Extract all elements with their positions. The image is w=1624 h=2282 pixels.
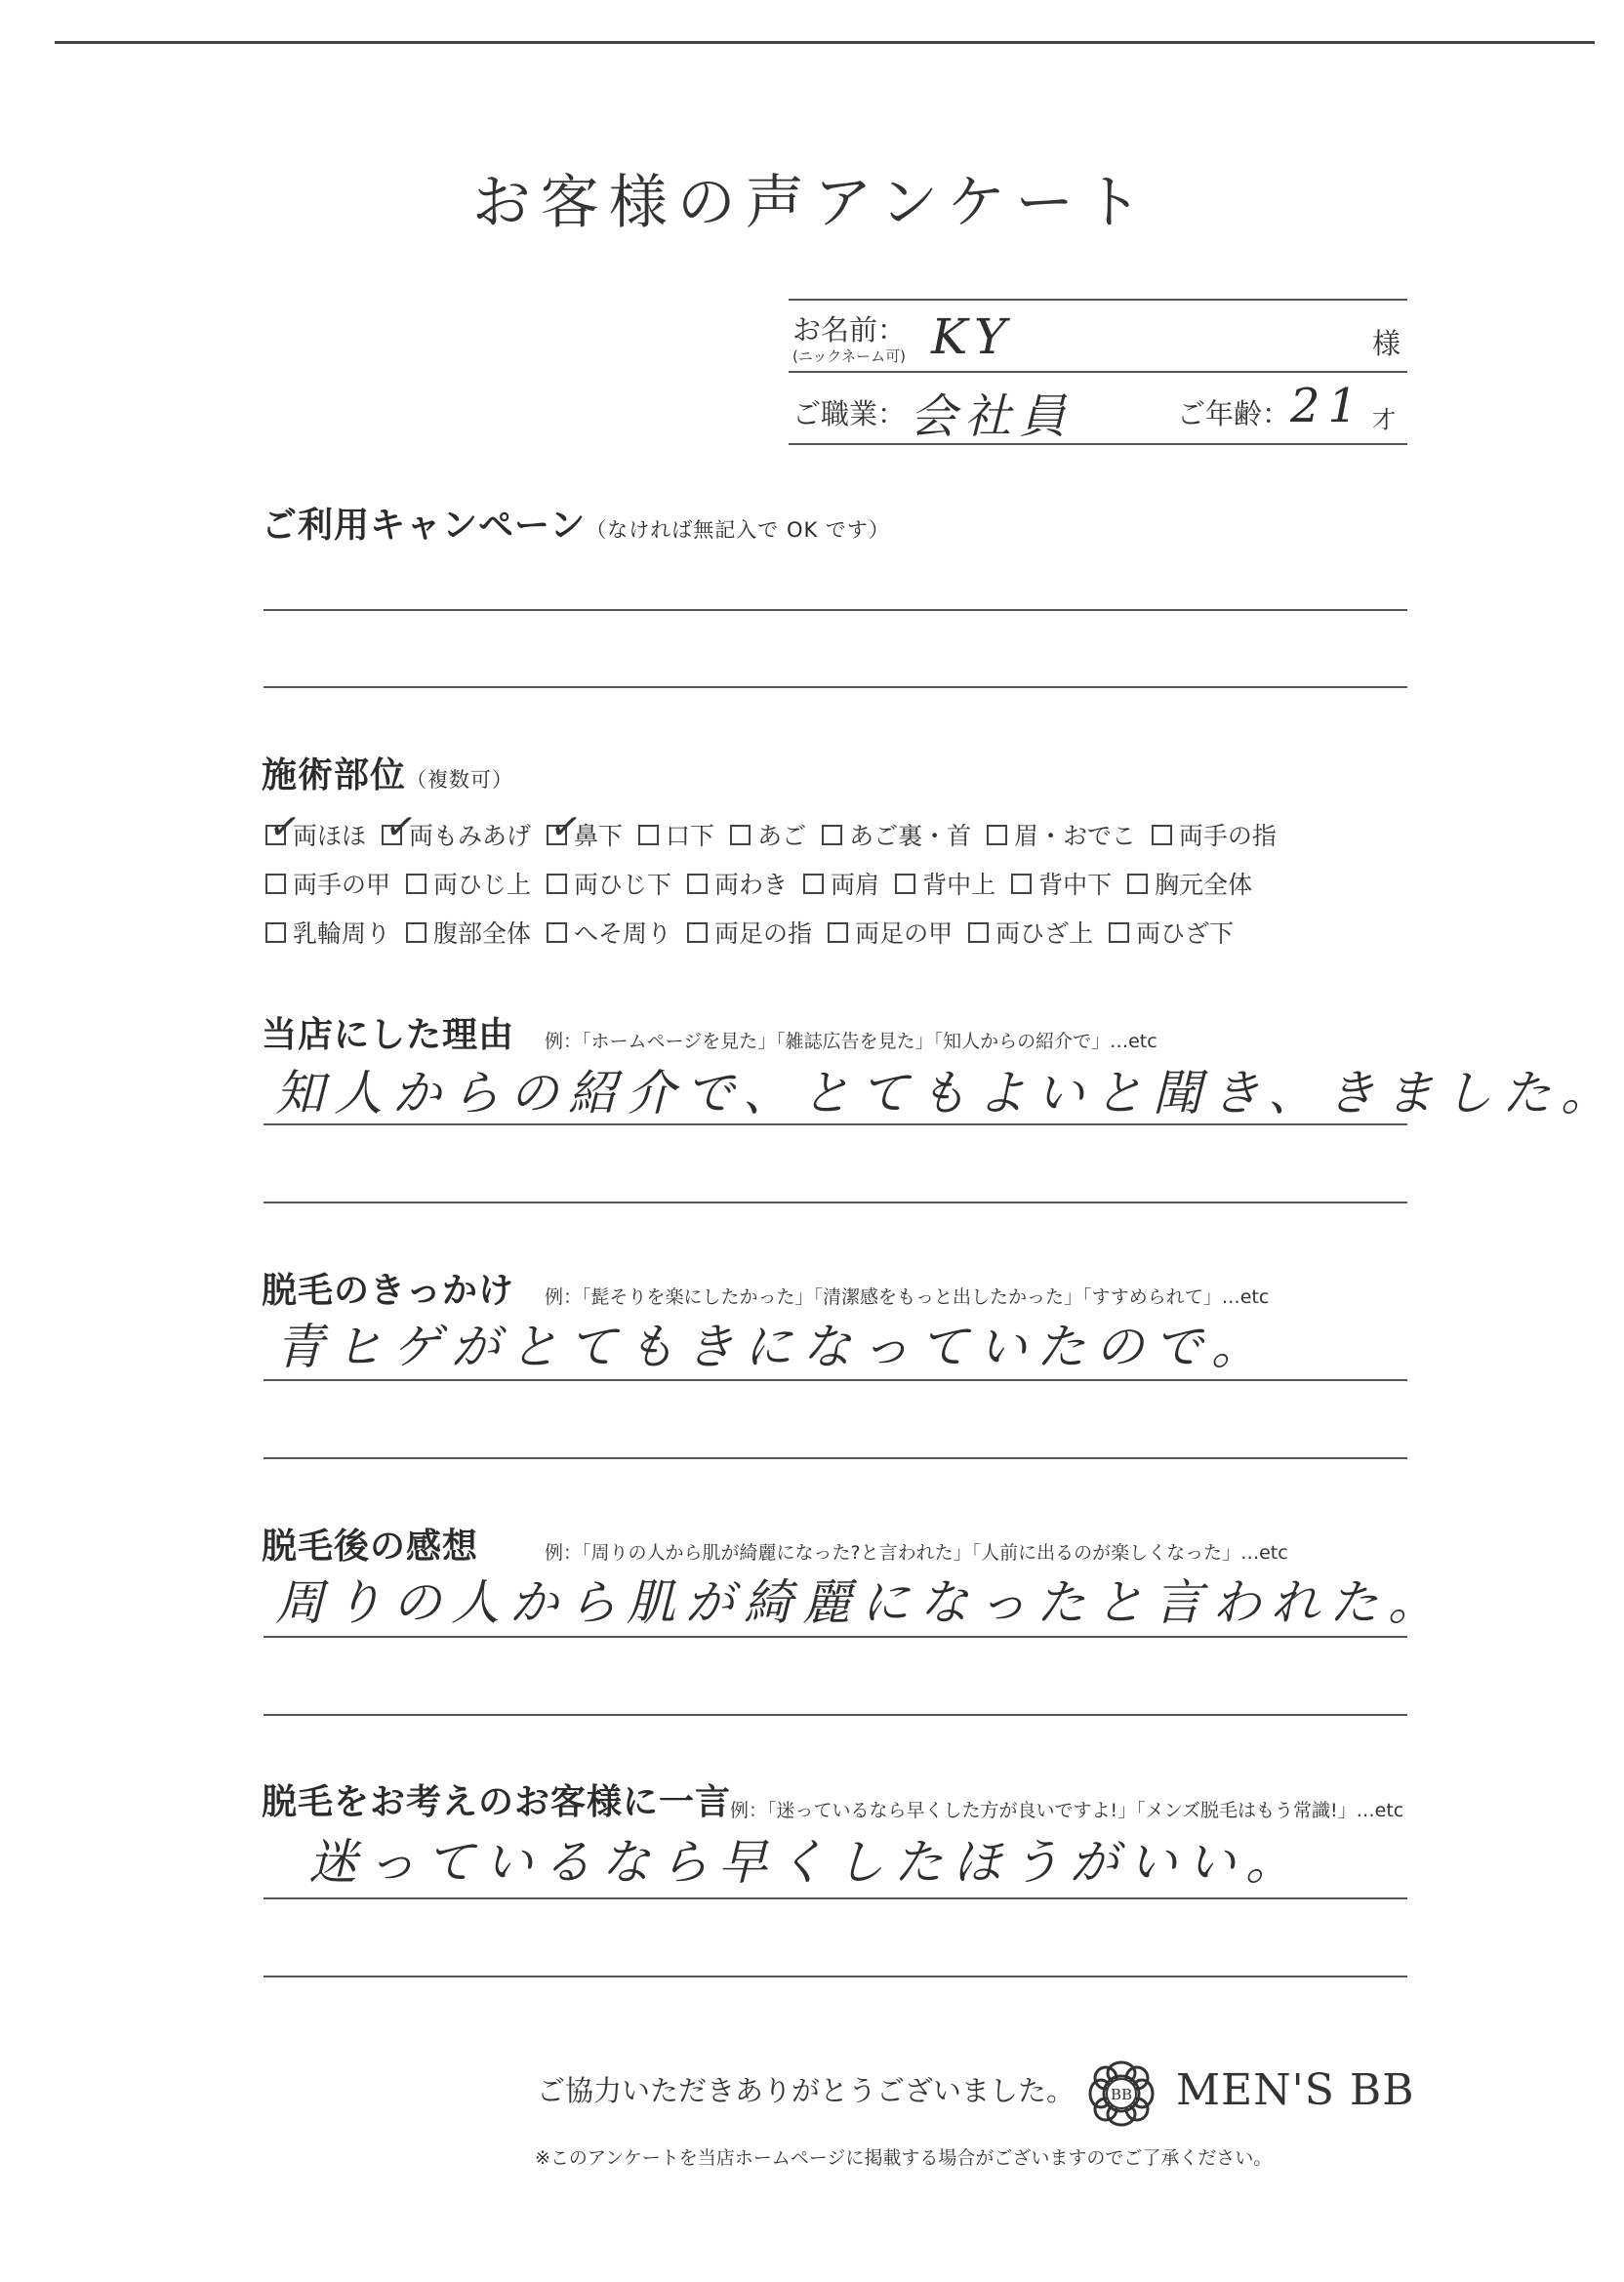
area-label: 腹部全体 (433, 919, 532, 948)
areas-heading-text: 施術部位 (262, 755, 407, 795)
message-line-2 (264, 1976, 1407, 1977)
area-label: 両わき (714, 871, 789, 899)
job-label: ご職業： (792, 397, 907, 430)
checkbox[interactable] (406, 874, 426, 894)
campaign-line-1 (264, 609, 1407, 611)
area-option-shoulders[interactable] (803, 866, 879, 901)
info-bottom-line (789, 443, 1407, 445)
job-value: 会社員 (910, 389, 1075, 444)
area-option-chin[interactable] (730, 817, 806, 852)
checkbox[interactable] (687, 922, 708, 943)
area-option-back-of-hands[interactable] (265, 866, 390, 901)
area-label: 鼻下 (574, 822, 624, 850)
trigger-line-1 (264, 1379, 1407, 1381)
area-label: へそ周り (574, 919, 672, 948)
area-option-sideburns[interactable] (382, 802, 532, 852)
checkmark-icon: ✓ (548, 802, 585, 850)
campaign-line-2 (264, 686, 1407, 688)
reason-answer: 知人からの紹介で、とてもよいと聞き、きました。 (275, 1065, 1619, 1121)
area-option-lower-back[interactable] (1011, 866, 1112, 901)
name-label: お名前： (792, 313, 907, 346)
checkbox[interactable] (382, 802, 420, 850)
customer-info-box (789, 299, 1407, 445)
checkmark-icon: ✓ (266, 802, 304, 850)
message-heading: 脱毛をお考えのお客様に一言 (262, 1782, 732, 1822)
logo-initials: BB (1110, 2086, 1133, 2103)
checkbox[interactable] (1011, 874, 1032, 894)
campaign-note: （なければ無記入で OK です） (586, 518, 890, 542)
area-label: 両肩 (831, 871, 880, 899)
impression-example-note: 例：「周りの人から肌が綺麗になった?と言われた」「人前に出るのが楽しくなった」…etc (545, 1542, 1288, 1564)
checkbox[interactable] (547, 874, 567, 894)
area-option-underarms[interactable] (687, 866, 788, 901)
top-border-line (55, 41, 1595, 44)
trigger-line-2 (264, 1457, 1407, 1459)
area-option-upper-lip[interactable] (547, 802, 624, 852)
survey-title: お客様の声アンケート (471, 169, 1153, 237)
treatment-area-checklist (265, 802, 1417, 957)
impression-line-2 (264, 1714, 1407, 1716)
area-option-top-of-feet[interactable] (828, 915, 953, 950)
campaign-heading-text: ご利用キャンペーン (262, 506, 587, 546)
area-label: 乳輪周り (293, 919, 391, 948)
area-option-forearms[interactable] (547, 866, 671, 901)
area-label: 両足の指 (714, 919, 813, 948)
area-option-under-chin-neck[interactable] (822, 817, 971, 852)
checkbox[interactable] (822, 825, 842, 845)
message-example-note: 例：「迷っているなら早くした方が良いですよ!」「メンズ脱毛はもう常識!」…etc (730, 1800, 1404, 1821)
checkbox[interactable] (1109, 922, 1129, 943)
area-option-navel[interactable] (547, 915, 671, 950)
area-label: 両足の甲 (855, 919, 954, 948)
checkbox[interactable] (730, 825, 751, 845)
checkbox[interactable] (638, 825, 659, 845)
checkbox[interactable] (1152, 825, 1172, 845)
trigger-heading: 脱毛のきっかけ (262, 1271, 515, 1311)
area-option-cheeks[interactable] (265, 802, 367, 852)
age-label: ご年齢： (1177, 397, 1291, 430)
trigger-example-note: 例：「髭そりを楽にしたかった」「清潔感をもっと出したかった」「すすめられて」…etc (545, 1286, 1270, 1308)
area-option-brow-forehead[interactable] (987, 817, 1136, 852)
area-label: 両ひじ下 (574, 871, 672, 899)
area-option-below-knees[interactable] (1109, 915, 1234, 950)
checkbox[interactable] (265, 922, 286, 943)
checkbox[interactable] (987, 825, 1007, 845)
reason-line-2 (264, 1202, 1407, 1203)
checkbox[interactable] (547, 922, 567, 943)
checkbox[interactable] (828, 922, 848, 943)
info-top-line (789, 299, 1407, 301)
checklist-row-3 (265, 908, 1417, 957)
checklist-row-2 (265, 859, 1417, 908)
checkbox[interactable] (687, 874, 708, 894)
age-suffix: 才 (1372, 406, 1396, 433)
area-label: あご (757, 822, 807, 850)
thanks-message: ご協力いただきありがとうございました。 (537, 2074, 1076, 2107)
checkbox[interactable] (406, 922, 426, 943)
impression-line-1 (264, 1636, 1407, 1638)
area-option-areola[interactable] (265, 915, 390, 950)
checkbox[interactable] (1127, 874, 1148, 894)
area-label: 両ひざ上 (995, 919, 1094, 948)
checkbox[interactable] (895, 874, 915, 894)
reason-example-note: 例：「ホームページを見た」「雑誌広告を見た」「知人からの紹介で」…etc (545, 1031, 1157, 1052)
area-option-upper-arms[interactable] (406, 866, 531, 901)
area-label: 口下 (666, 822, 715, 850)
reason-line-1 (264, 1123, 1407, 1125)
area-option-toes[interactable] (687, 915, 812, 950)
area-label: 両ほほ (293, 822, 367, 850)
area-label: 両手の指 (1178, 822, 1277, 850)
checkbox[interactable] (265, 802, 304, 850)
area-label: 両手の甲 (293, 871, 391, 899)
areas-note: （複数可） (406, 768, 514, 792)
checkbox[interactable] (547, 802, 585, 850)
checkbox[interactable] (803, 874, 824, 894)
name-value: KY (931, 308, 1015, 365)
area-option-upper-back[interactable] (895, 866, 995, 901)
area-label: 両ひざ下 (1136, 919, 1235, 948)
info-middle-line (789, 371, 1407, 373)
impression-answer: 周りの人から肌が綺麗になったと言われた。 (275, 1574, 1446, 1631)
campaign-heading (262, 498, 890, 548)
publication-disclaimer: ※このアンケートを当店ホームページに掲載する場合がございますのでご了承ください。 (535, 2147, 1273, 2169)
checklist-row-1 (265, 802, 1417, 859)
area-option-above-knees[interactable] (968, 915, 1093, 950)
message-answer: 迷っているなら早くしたほうがいい。 (308, 1834, 1304, 1891)
brand-logo-icon (1077, 2050, 1165, 2138)
message-line-1 (264, 1897, 1407, 1899)
area-label: 眉・おでこ (1014, 822, 1136, 850)
name-sub-label: (ニックネーム可) (792, 347, 906, 365)
checkbox[interactable] (968, 922, 989, 943)
area-label: 胸元全体 (1155, 871, 1253, 899)
checkmark-icon: ✓ (383, 802, 420, 850)
area-option-below-lip[interactable] (638, 817, 714, 852)
brand-name: MEN'S BB (1176, 2065, 1415, 2115)
age-value: 21 (1290, 379, 1366, 433)
area-label: 背中上 (922, 871, 996, 899)
area-option-fingers[interactable] (1152, 817, 1277, 852)
reason-heading: 当店にした理由 (262, 1015, 515, 1055)
area-label: 背中下 (1038, 871, 1113, 899)
areas-heading (262, 748, 513, 797)
impression-heading: 脱毛後の感想 (262, 1527, 479, 1567)
checkbox[interactable] (265, 874, 286, 894)
area-label: 両ひじ上 (433, 871, 532, 899)
area-option-chest[interactable] (1127, 866, 1252, 901)
trigger-answer: 青ヒゲがとてもきになっていたので。 (275, 1319, 1270, 1375)
area-label: あご裏・首 (849, 822, 972, 850)
name-suffix: 様 (1372, 327, 1401, 360)
area-label: 両もみあげ (409, 822, 532, 850)
area-option-abdomen[interactable] (406, 915, 531, 950)
